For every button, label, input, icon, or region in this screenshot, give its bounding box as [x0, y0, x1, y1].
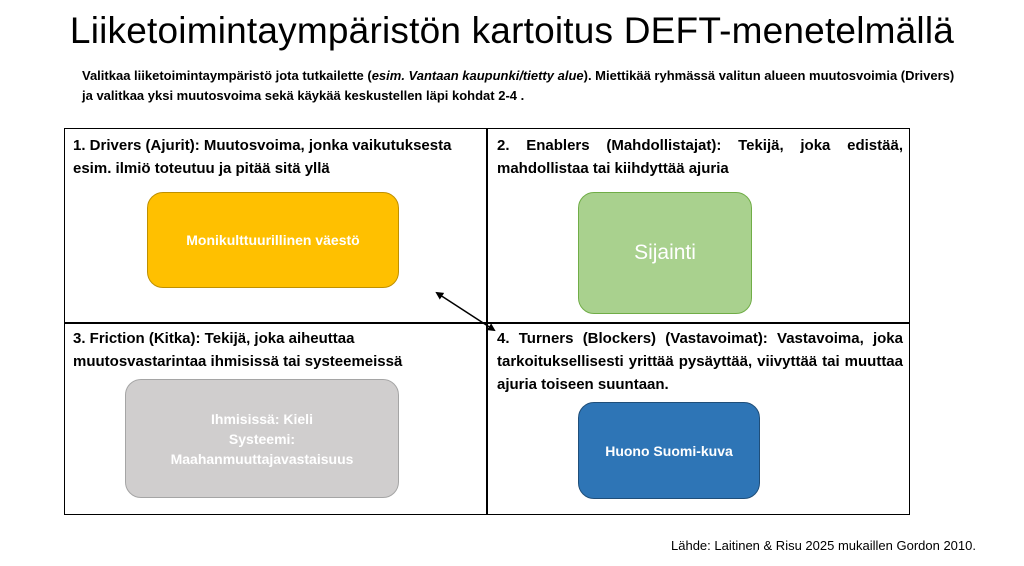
enablers-box-label: Sijainti [634, 241, 696, 264]
friction-box-label: Ihmisissä: Kieli Systeemi: Maahanmuuttajavastaisuus [170, 410, 354, 467]
friction-heading: 3. Friction (Kitka): Tekijä, joka aiheuttaa muutosvastarintaa ihmisissä tai systeemeissä [73, 330, 403, 370]
intro-part2: ). Miettikää ryhmässä valitun alueen muutosvoimia (Drivers) ja valitkaa yksi muutosvoima sekä käykää keskustellen läpi kohdat 2-4 . [82, 68, 955, 103]
drivers-box-label: Monikulttuurillinen väestö [186, 232, 360, 248]
intro-part1: Valitkaa liiketoimintaympäristö jota tutkailette ( [82, 68, 372, 83]
drivers-heading: 1. Drivers (Ajurit): Muutosvoima, jonka vaikutuksesta esim. ilmiö toteutuu ja pitää sitä yllä [73, 137, 452, 177]
enablers-heading: 2. Enablers (Mahdollistajat): Tekijä, joka edistää, mahdollistaa tai kiihdyttää ajuria [497, 137, 903, 177]
arrow-line [437, 293, 494, 330]
turners-box-label: Huono Suomi-kuva [605, 442, 733, 459]
source-citation: Lähde: Laitinen & Risu 2025 mukaillen Gordon 2010. [671, 538, 976, 553]
slide-title: Liiketoimintaympäristön kartoitus DEFT-menetelmällä [69, 10, 955, 51]
turners-heading: 4. Turners (Blockers) (Vastavoimat): Vastavoima, joka tarkoituksellisesti yrittää pysäyttää, viivyttää tai muuttaa ajuria toiseen suuntaan. [497, 330, 903, 393]
intro-italic-example: esim. Vantaan kaupunki/tietty alue [371, 68, 584, 83]
